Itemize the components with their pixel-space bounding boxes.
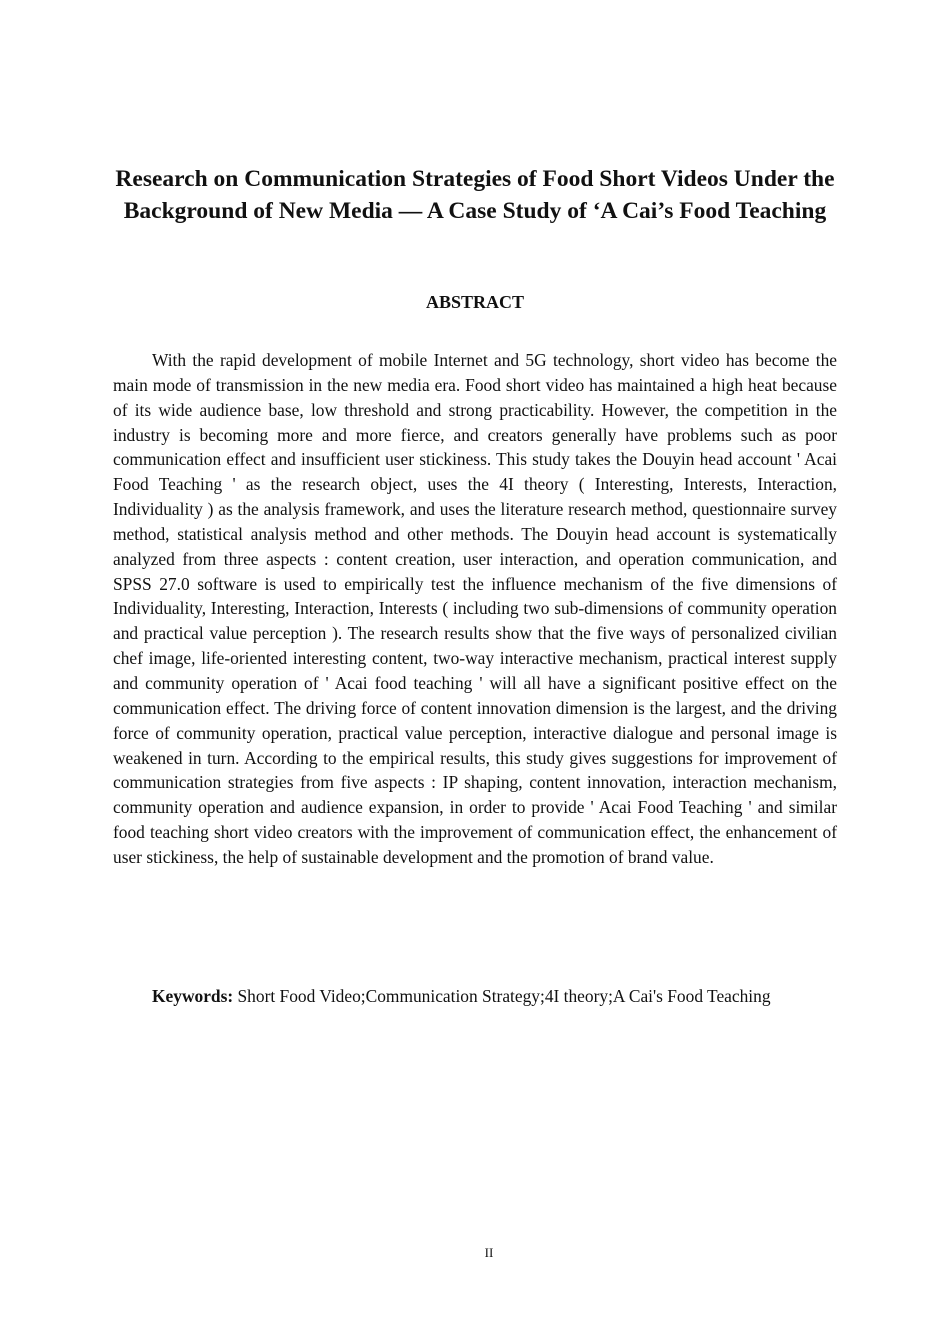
keywords-label: Keywords: [152, 986, 234, 1006]
keywords-text: Short Food Video;Communication Strategy;4I theory;A Cai's Food Teaching [237, 986, 771, 1006]
abstract-body: With the rapid development of mobile Internet and 5G technology, short video has become the main mode of transmission in the new media era. Food short video has maintained a high heat because of its wide audience base, low threshold and strong practicability. However, the competition in the industry is becoming more and more fierce, and creators generally have problems such as poor communication effect and insufficient user stickiness. This study takes the Douyin head account ' Acai Food Teaching ' as the research object, uses the 4I theory ( Interesting, Interests, Interaction, Individuality ) as the analysis framework, and uses the literature research method, questionnaire survey method, statistical analysis method and other methods. The Douyin head account is systematically analyzed from three aspects : content creation, user interaction, and operation communication, and SPSS 27.0 software is used to empirically test the influence mechanism of the five dimensions of Individuality, Interesting, Interaction, Interests ( including two sub-dimensions of community operation and practical value perception ). The research results show that the five ways of personalized civilian chef image, life-oriented interesting content, two-way interactive mechanism, practical interest supply and community operation of ' Acai food teaching ' will all have a significant positive effect on the communication effect. The driving force of content innovation dimension is the largest, and the driving force of community operation, practical value perception, interactive dialogue and personal image is weakened in turn. According to the empirical results, this study gives suggestions for improvement of communication strategies from five aspects : IP shaping, content innovation, interaction mechanism, community operation and audience expansion, in order to provide ' Acai Food Teaching ' and similar food teaching short video creators with the improvement of communication effect, the enhancement of user stickiness, the help of sustainable development and the promotion of brand value. [113, 350, 837, 867]
paper-title: Research on Communication Strategies of Food Short Videos Under the Background of New Media — A Case Study of ‘A Cai’s Food Teaching [115, 166, 835, 224]
page-number: II [484, 1245, 494, 1260]
abstract-heading: ABSTRACT [425, 292, 525, 312]
keywords-line [152, 984, 852, 1008]
